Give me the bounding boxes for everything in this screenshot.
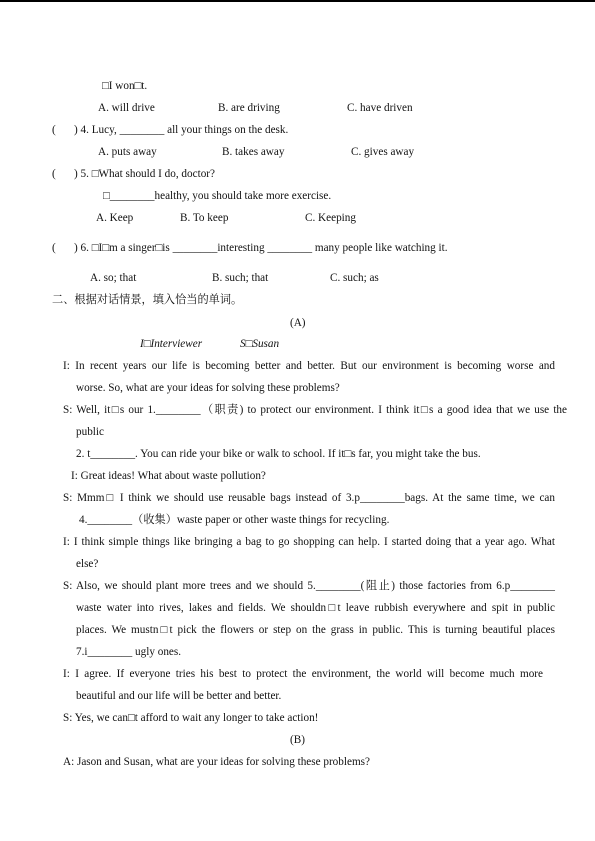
dialogue-line: beautiful and our life will be better and better. — [76, 690, 282, 702]
role-interviewer: I□Interviewer — [140, 338, 203, 350]
dialogue-line: else? — [76, 558, 99, 570]
dialogue-line: S: Yes, we can□t afford to wait any longer to take action! — [63, 712, 319, 724]
q6-option-b: B. such; that — [212, 272, 269, 284]
q6-question: ) 6. □I□m a singer□is ________interesting ________ many people like watching it. — [74, 242, 448, 254]
q5-answer-paren: ( — [52, 168, 56, 180]
dialogue-line: worse. So, what are your ideas for solving these problems? — [76, 382, 340, 394]
q6-option-a: A. so; that — [90, 272, 137, 284]
dialogue-line: I: I agree. If everyone tries his best to protect the environment, the world will become much more — [63, 668, 543, 680]
q5-option-c: C. Keeping — [305, 212, 356, 224]
dialogue-line: S: Well, it□s our 1.________（职责) to protect our environment. I think it□s a good idea that we use the — [63, 404, 567, 416]
dialogue-line: I: Great ideas! What about waste pollution? — [71, 470, 266, 482]
dialogue-line: 7.i________ ugly ones. — [76, 646, 182, 658]
dialogue-line: S: Mmm□ I think we should use reusable bags instead of 3.p________bags. At the same time, we can — [63, 492, 555, 504]
q3-option-a: A. will drive — [98, 102, 155, 114]
q3-option-c: C. have driven — [347, 102, 413, 114]
dialogue-line: A: Jason and Susan, what are your ideas for solving these problems? — [63, 756, 370, 768]
dialogue-line: waste water into rives, lakes and fields. We shouldn□t leave rubbish everywhere and spit in public — [76, 602, 555, 614]
q5-option-b: B. To keep — [180, 212, 229, 224]
part-a-heading: (A) — [290, 317, 306, 329]
q5-question: ) 5. □What should I do, doctor? — [74, 168, 215, 180]
dialogue-line: I: I think simple things like bringing a bag to go shopping can help. I started doing that a year ago. What — [63, 536, 555, 548]
section-two-heading: 二、根据对话情景，填入恰当的单词。 — [52, 294, 243, 306]
q3-option-b: B. are driving — [218, 102, 280, 114]
dialogue-line: places. We mustn□t pick the flowers or step on the grass in public. This is turning beautiful places — [76, 624, 555, 636]
q3-dialog-line: □I won□t. — [102, 80, 148, 92]
q6-answer-paren: ( — [52, 242, 56, 254]
dialogue-line: 2. t________. You can ride your bike or walk to school. If it□s far, you might take the bus. — [76, 448, 481, 460]
dialogue-line: public — [76, 426, 104, 438]
q5-option-a: A. Keep — [96, 212, 134, 224]
part-b-heading: (B) — [290, 734, 305, 746]
q4-question: ) 4. Lucy, ________ all your things on the desk. — [74, 124, 289, 136]
q6-option-c: C. such; as — [330, 272, 379, 284]
q5-question-line2: □________healthy, you should take more exercise. — [103, 190, 332, 202]
dialogue-line: S: Also, we should plant more trees and we should 5.________(阻止) those factories from 6.p________ — [63, 580, 555, 592]
dialogue-line: 4.________（收集）waste paper or other waste things for recycling. — [79, 514, 390, 526]
dialogue-line: I: In recent years our life is becoming better and better. But our environment is becoming worse and — [63, 360, 555, 372]
q4-answer-paren: ( — [52, 124, 56, 136]
role-susan: S□Susan — [240, 338, 280, 350]
top-rule — [0, 0, 595, 2]
q4-option-b: B. takes away — [222, 146, 285, 158]
q4-option-c: C. gives away — [351, 146, 415, 158]
q4-option-a: A. puts away — [98, 146, 157, 158]
